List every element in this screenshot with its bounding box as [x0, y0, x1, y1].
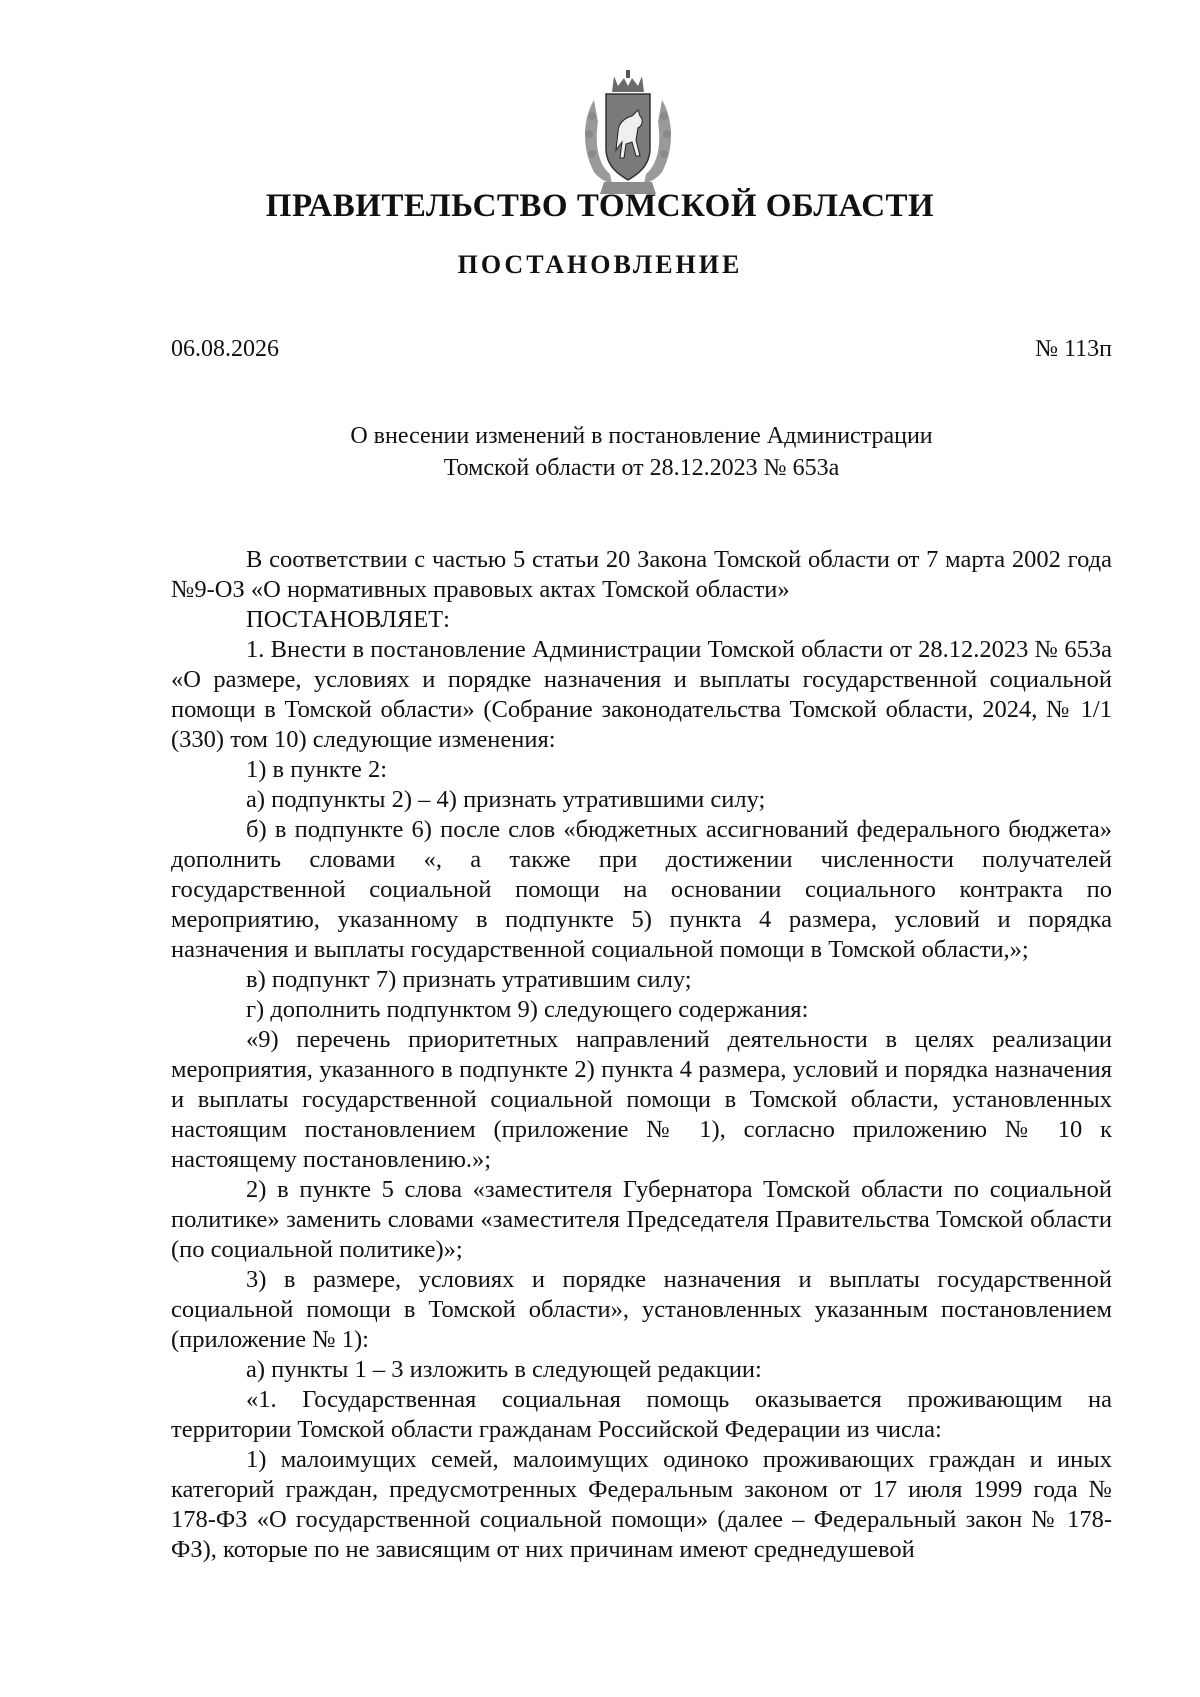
body-paragraph-subitem: 2) в пункте 5 слова «заместителя Губернатора Томской области по социальной политике» заменить словами «заместителя Председателя Правительства Томской области (по социальной политике)»; [171, 1176, 1112, 1263]
body-paragraph-preamble: В соответствии с частью 5 статьи 20 Закона Томской области от 7 марта 2002 года №9-ОЗ «О нормативных правовых актах Томской области» [171, 546, 1112, 603]
body-paragraph-subitem: 1) в пункте 2: [246, 756, 388, 783]
body-paragraph-subitem: а) пункты 1 – 3 изложить в следующей редакции: [246, 1356, 762, 1383]
body-paragraph-subitem: в) подпункт 7) признать утратившим силу; [246, 966, 692, 993]
body-paragraph-resolves: ПОСТАНОВЛЯЕТ: [246, 606, 450, 633]
body-paragraph-subitem: г) дополнить подпунктом 9) следующего содержания: [246, 996, 809, 1023]
document-body [171, 545, 1112, 1565]
body-paragraph-subitem: 3) в размере, условиях и порядке назначения и выплаты государственной социальной помощи в Томской области», установленных указанным постановлением (приложение № 1): [171, 1266, 1112, 1353]
body-paragraph-item-1: 1. Внести в постановление Администрации Томской области от 28.12.2023 № 653а «О размере, условиях и порядке назначения и выплаты государственной социальной помощи в Томской области» (Собрание законодательства Томской области, 2024, № 1/1 (330) том 10) следующие изменения: [171, 636, 1112, 753]
body-paragraph-quote: «1. Государственная социальная помощь оказывается проживающим на территории Томской области гражданам Российской Федерации из числа: [171, 1386, 1112, 1443]
body-paragraph-subitem: б) в подпункте 6) после слов «бюджетных ассигнований федерального бюджета» дополнить словами «, а также при достижении численности получателей государственной социальной помощи на основании социального контракта по мероприятию, указанному в подпункте 5) пункта 4 размера, условий и порядка назначения и выплаты государственной социальной помощи в Томской области,»; [171, 816, 1112, 963]
document-subject [171, 420, 1112, 484]
coat-of-arms-emblem [580, 70, 676, 200]
document-type: ПОСТАНОВЛЕНИЕ [457, 250, 743, 279]
body-paragraph-subitem: а) подпункты 2) – 4) признать утратившими силу; [246, 786, 766, 813]
document-date: 06.08.2026 [171, 336, 279, 362]
body-paragraph-subitem: 1) малоимущих семей, малоимущих одиноко проживающих граждан и иных категорий граждан, предусмотренных Федеральным законом от 17 июля 1999 года № 178-ФЗ «О государственной социальной помощи» (далее – Федеральный закон № 178-ФЗ), которые по не зависящим от них причинам имеют среднедушевой [171, 1446, 1112, 1563]
subject-line-1: О внесении изменений в постановление Администрации [350, 423, 933, 449]
subject-line-2: Томской области от 28.12.2023 № 653а [443, 455, 840, 481]
document-number: № 113п [1035, 336, 1112, 362]
organization-title: ПРАВИТЕЛЬСТВО ТОМСКОЙ ОБЛАСТИ [265, 188, 935, 224]
body-paragraph-quote: «9) перечень приоритетных направлений деятельности в целях реализации мероприятия, указанного в подпункте 2) пункта 4 размера, условий и порядка назначения и выплаты государственной социальной помощи в Томской области, установленных настоящим постановлением (приложение № 1), согласно приложению № 10 к настоящему постановлению.»; [171, 1026, 1112, 1173]
